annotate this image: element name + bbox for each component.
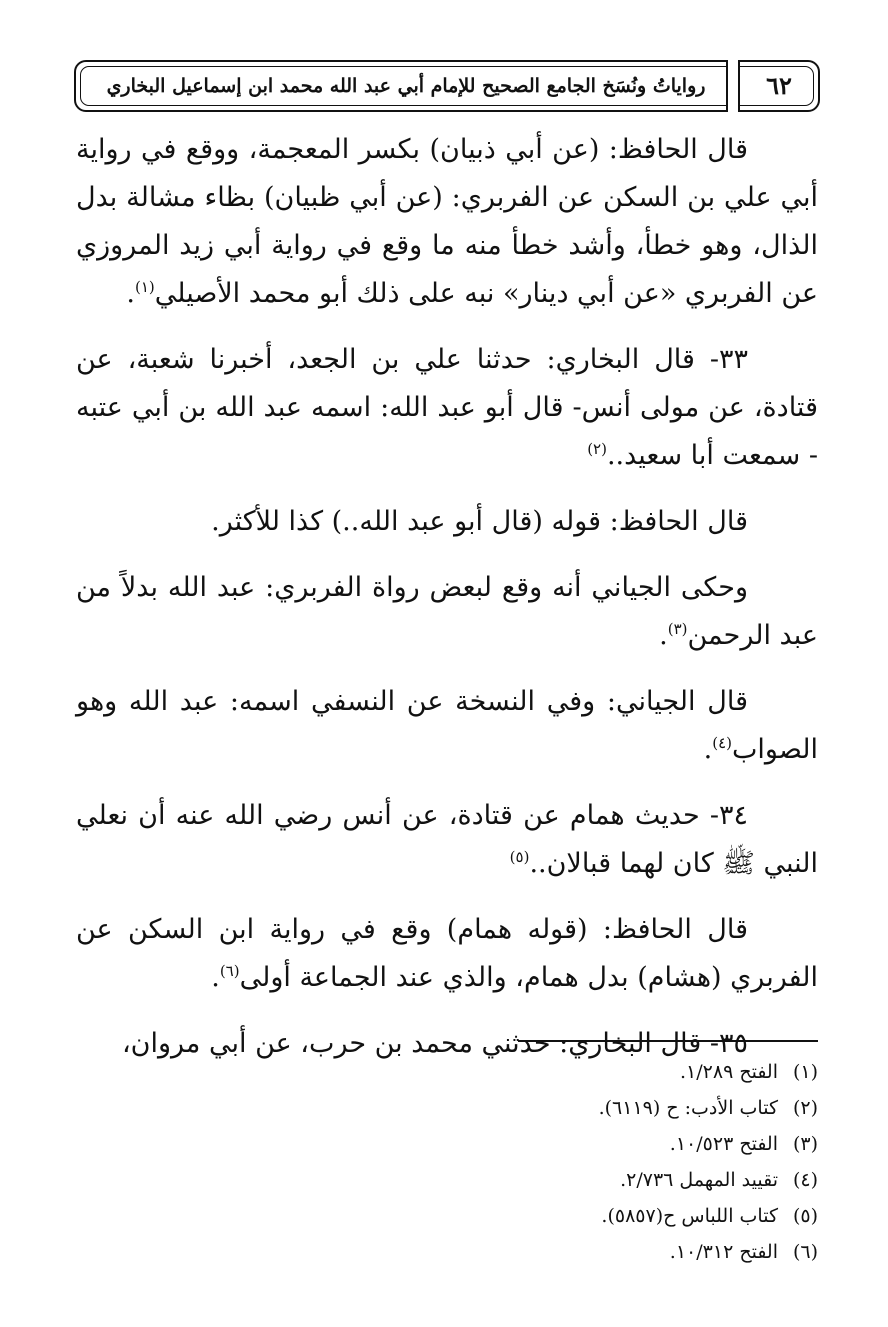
paragraph-text: ٣٥- قال البخاري: حدثني محمد بن حرب، عن أبي مروان،: [121, 1028, 748, 1059]
footnote-number: (٢): [792, 1097, 818, 1119]
paragraph: [76, 792, 818, 888]
footnote: [200, 1126, 818, 1162]
footnote: [200, 1234, 818, 1270]
footnote-ref: (١): [134, 278, 155, 296]
paragraph: [76, 336, 818, 480]
paragraph: [76, 498, 818, 546]
footnote-ref: (٥): [509, 848, 530, 866]
running-title: رواياتُ ونُسَخ الجامع الصحيح للإمام أبي عبد الله محمد ابن إسماعيل البخاري: [106, 75, 706, 97]
paragraph: [76, 564, 818, 660]
footnote-text: الفتح ١٠/٣١٢.: [669, 1241, 778, 1263]
footnote: [200, 1054, 818, 1090]
footnote: [200, 1090, 818, 1126]
footnote-text: الفتح ١/٢٨٩.: [680, 1061, 778, 1083]
paragraph-end: .: [703, 734, 713, 765]
paragraph: [76, 678, 818, 774]
paragraph-text: ٣٣- قال البخاري: حدثنا علي بن الجعد، أخبرنا شعبة، عن قتادة، عن مولى أنس- قال أبو عبد الله: اسمه عبد الله بن أبي عتبه - سمعت أبا سعيد..: [76, 344, 818, 471]
footnote-text: تقييد المهمل ٢/٧٣٦.: [620, 1169, 778, 1191]
footnote-separator: [518, 1040, 818, 1042]
paragraph-text: قال الحافظ: (عن أبي ذبيان) بكسر المعجمة، ووقع في رواية أبي علي بن السكن عن الفربري: (عن أبي ظبيان) بظاء مشالة بدل الذال، وهو خطأ، وأشد خطأ منه ما وقع في رواية أبي زيد المروزي عن الفربري «عن أبي دينار» نبه على ذلك أبو محمد الأصيلي: [76, 134, 818, 309]
paragraph-text: ٣٤- حديث همام عن قتادة، عن أنس رضي الله عنه أن نعلي النبي ﷺ كان لهما قبالان..: [76, 800, 818, 879]
main-text: [76, 126, 818, 1086]
running-header: [74, 60, 820, 112]
paragraph-text: قال الجياني: وفي النسخة عن النسفي اسمه: عبد الله وهو الصواب: [76, 686, 818, 765]
footnote-ref: (٣): [667, 620, 688, 638]
footnote-text: كتاب اللباس ح(٥٨٥٧).: [601, 1205, 778, 1227]
footnote-number: (٦): [792, 1241, 818, 1263]
footnote-text: الفتح ١٠/٥٢٣.: [669, 1133, 778, 1155]
page-number: ٦٢: [766, 71, 792, 100]
footnote-ref: (٢): [587, 440, 607, 458]
paragraph: [76, 906, 818, 1002]
footnote: [200, 1162, 818, 1198]
paragraph-text: قال الحافظ: (قوله همام) وقع في رواية ابن السكن عن الفربري (هشام) بدل همام، والذي عند الجماعة أولى: [76, 914, 818, 993]
footnote-ref: (٦): [219, 962, 240, 980]
footnote-number: (٣): [792, 1133, 818, 1155]
paragraph-end: .: [659, 620, 668, 651]
paragraph-text: قال الحافظ: قوله (قال أبو عبد الله..) كذا للأكثر.: [211, 506, 748, 537]
paragraph-text: وحكى الجياني أنه وقع لبعض رواة الفربري: عبد الله بدلاً من عبد الرحمن: [76, 572, 818, 651]
footnote-text: كتاب الأدب: ح (٦١١٩).: [598, 1097, 778, 1119]
header-divider: [726, 60, 740, 112]
footnotes: [200, 1054, 818, 1270]
footnote-number: (٤): [792, 1169, 818, 1191]
paragraph-end: .: [126, 278, 135, 309]
footnote-ref: (٤): [712, 734, 732, 752]
footnote-number: (٥): [792, 1205, 818, 1227]
footnote: [200, 1198, 818, 1234]
paragraph-end: .: [211, 962, 220, 993]
paragraph: [76, 126, 818, 318]
footnote-number: (١): [792, 1061, 818, 1083]
